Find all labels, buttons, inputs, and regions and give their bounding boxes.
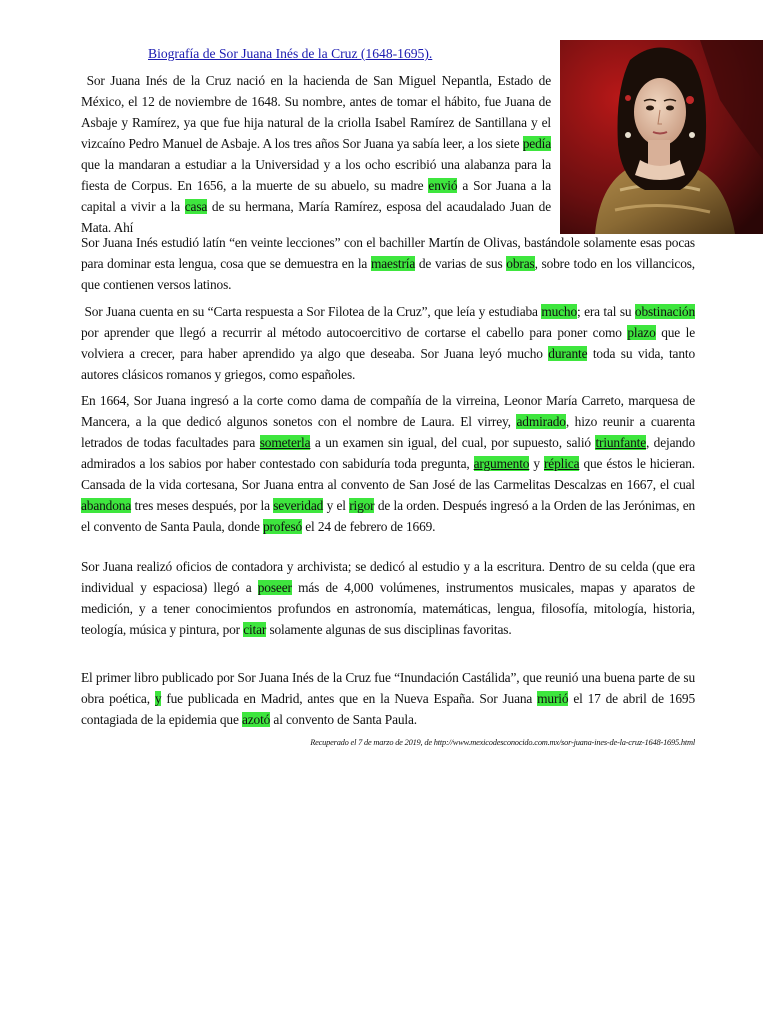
portrait-of-sor-juana-icon xyxy=(560,40,763,234)
text: de varias de sus xyxy=(418,256,503,271)
document-title: Biografía de Sor Juana Inés de la Cruz (1648-1695). xyxy=(148,46,433,61)
text: El primer libro publicado por Sor Juana Inés de la Cruz fue “Inundación Castálida”, que reunió una buena parte de su obra poética, xyxy=(81,670,695,706)
text: y xyxy=(533,456,540,471)
paragraph-3 xyxy=(81,390,695,537)
text: Sor Juana realizó oficios de contadora y archivista; se dedicó al estudio y a la escritura. Dentro de su celda (que era individual y espaciosa) llegó a xyxy=(81,559,695,595)
highlighted-word: mucho xyxy=(541,304,578,319)
text: que la mandaran a estudiar a la Universidad y a los ocho escribió una alabanza para la fiesta de Corpus. En 1656, a la muerte de su abuelo, su madre xyxy=(81,157,551,193)
text: solamente algunas de sus disciplinas favoritas. xyxy=(269,622,512,637)
text: el 24 de febrero de 1669. xyxy=(305,519,436,534)
highlighted-word: obras xyxy=(506,256,535,271)
text: toda su vida, tanto autores clásicos romanos y griegos, como españoles. xyxy=(81,346,695,382)
text: tres meses después, por la xyxy=(134,498,270,513)
text: el 17 de abril de 1695 contagiada de la epidemia que xyxy=(81,691,695,727)
paragraph-5 xyxy=(81,667,695,730)
highlighted-word: obstinación xyxy=(634,304,695,319)
text: que le volviera a crecer, para haber aprendido ya algo que deseaba. Sor Juana leyó mucho xyxy=(81,325,695,361)
text: En 1664, Sor Juana ingresó a la corte como dama de compañía de la virreina, Leonor María Carreto, marquesa de Mancera, a la que dedicó algunos sonetos con el nombre de Laura. El virrey, xyxy=(81,393,695,429)
highlighted-word: maestría xyxy=(370,256,416,271)
highlighted-word: citar xyxy=(243,622,267,637)
text: Sor Juana Inés estudió latín “en veinte lecciones” con el bachiller Martín de Olivas, bastándole solamente esas pocas para dominar esta lengua, cosa que se demuestra en la xyxy=(81,235,695,271)
text: , dejando admirados a los sabios por haber contestado con sabiduría toda pregunta, xyxy=(81,435,696,471)
text: y el xyxy=(326,498,346,513)
paragraph-2 xyxy=(81,301,695,385)
highlighted-word: rigor xyxy=(349,498,375,513)
highlighted-word: someterla xyxy=(259,435,311,450)
highlighted-word: casa xyxy=(184,199,208,214)
highlighted-word: severidad xyxy=(273,498,324,513)
text: a Sor Juana a la capital a vivir a la xyxy=(81,178,551,214)
highlighted-word: poseer xyxy=(257,580,292,595)
highlighted-word: plazo xyxy=(627,325,656,340)
text: de su hermana, María Ramírez, esposa del acaudalado Juan de Mata. Ahí xyxy=(81,199,551,235)
text: , sobre todo en los villancicos, que contienen versos latinos. xyxy=(81,256,696,292)
text: por aprender que llegó a recurrir al método autocoercitivo de cortarse el cabello para poner como xyxy=(81,325,622,340)
highlighted-word: azotó xyxy=(241,712,271,727)
text: al convento de Santa Paula. xyxy=(273,712,417,727)
source-citation: Recuperado el 7 de marzo de 2019, de http://www.mexicodesconocido.com.mx/sor-juana-ines-de-la-cruz-1648-1695.html xyxy=(310,738,695,747)
highlighted-word: triunfante xyxy=(595,435,646,450)
paragraph-1-continued xyxy=(81,232,695,295)
text: a un examen sin igual, del cual, por supuesto, salió xyxy=(314,435,591,450)
highlighted-word: abandona xyxy=(81,498,132,513)
text: Sor Juana cuenta en su “Carta respuesta a Sor Filotea de la Cruz”, que leía y estudiaba xyxy=(84,304,538,319)
text: fue publicada en Madrid, antes que en la Nueva España. Sor Juana xyxy=(166,691,533,706)
highlighted-word: pedía xyxy=(522,136,551,151)
text: Sor Juana Inés de la Cruz nació en la hacienda de San Miguel Nepantla, Estado de México, el 12 de noviembre de 1648. Su nombre, antes de tomar el hábito, fue Juana de Asbaje y Ramírez, ya que fue hija natural de la criolla Isabel Ramírez de Santillana y el vizcaíno Pedro Manuel de Asbaje. A los tres años Sor Juana ya sabía leer, a los siete xyxy=(81,73,551,151)
text: de la orden. Después ingresó a la Orden de las Jerónimas, en el convento de Santa Paula, donde xyxy=(81,498,696,534)
highlighted-word: admirado xyxy=(516,414,566,429)
highlighted-word: réplica xyxy=(543,456,580,471)
text: , hizo reunir a cuarenta letrados de todas facultades para xyxy=(81,414,695,450)
paragraph-4 xyxy=(81,556,695,640)
text: más de 4,000 volúmenes, instrumentos musicales, mapas y aparatos de medición, y a tener conocimientos profundos en astronomía, matemáticas, lengua, filosofía, mitología, historia, teología, música y pintura, por xyxy=(81,580,695,637)
highlighted-word: profesó xyxy=(262,519,303,534)
highlighted-word: durante xyxy=(548,346,588,361)
text: ; era tal su xyxy=(577,304,632,319)
text: que éstos le hicieran. Cansada de la vida cortesana, Sor Juana entra al convento de San José de las Carmelitas Descalzas en 1667, el cual xyxy=(81,456,695,492)
portrait-image xyxy=(560,40,763,234)
highlighted-word: y xyxy=(154,691,162,706)
highlighted-word: envió xyxy=(428,178,458,193)
paragraph-1 xyxy=(81,70,551,238)
highlighted-word: murió xyxy=(537,691,569,706)
highlighted-word: argumento xyxy=(473,456,530,471)
